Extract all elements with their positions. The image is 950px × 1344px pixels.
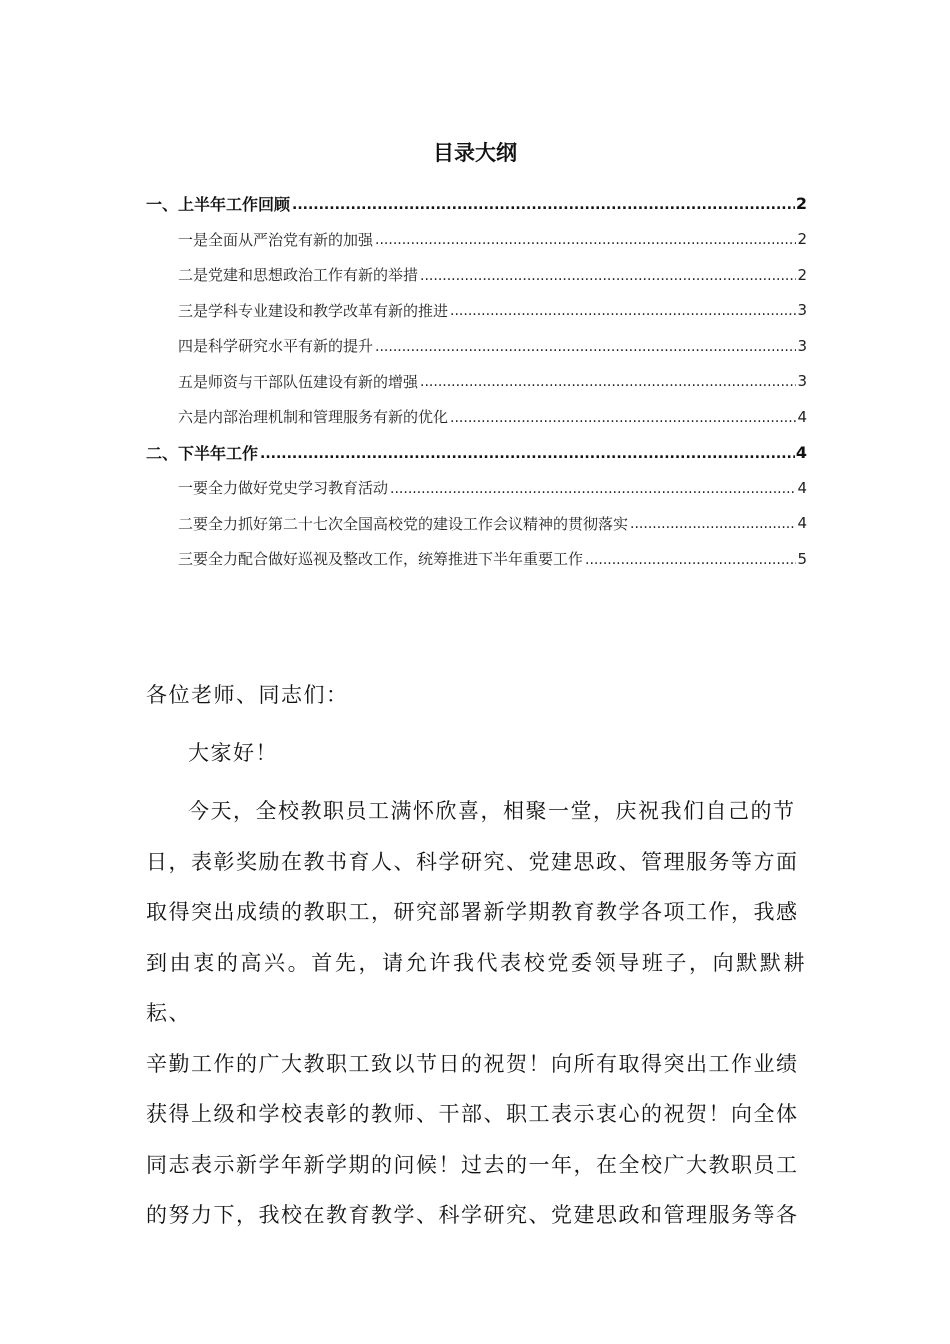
paragraph-line: 获得上级和学校表彰的教师、干部、职工表示衷心的祝贺！向全体 xyxy=(146,1102,799,1126)
paragraph-line: 同志表示新学年新学期的问候！过去的一年，在全校广大教职员工 xyxy=(146,1152,799,1177)
toc-entry[interactable] xyxy=(146,541,807,577)
paragraph-line: 的努力下，我校在教育教学、科学研究、党建思政和管理服务等各 xyxy=(146,1203,799,1227)
toc-entry[interactable] xyxy=(146,186,807,222)
toc-leader-dots xyxy=(292,194,795,213)
toc-entry[interactable] xyxy=(146,399,807,435)
toc-entry-page: 3 xyxy=(797,336,807,355)
table-of-contents xyxy=(146,186,807,577)
toc-entry-text: 六是内部治理机制和管理服务有新的优化 xyxy=(178,408,449,427)
salutation: 各位老师、同志们： xyxy=(146,683,349,707)
paragraph-line: 今天，全校教职员工满怀欣喜，相聚一堂，庆祝我们自己的节 xyxy=(188,799,796,823)
speech-body xyxy=(146,670,806,1241)
toc-entry-text: 二、下半年工作 xyxy=(146,441,259,464)
toc-entry-page: 5 xyxy=(797,549,807,568)
paragraph-line: 到由衷的高兴。首先，请允许我代表校党委领导班子，向默默耕耘、 xyxy=(146,950,806,1025)
toc-entry-text: 二是党建和思想政治工作有新的举措 xyxy=(178,266,419,285)
toc-title: 目录大纲 xyxy=(433,141,517,165)
toc-leader-dots xyxy=(260,443,795,462)
toc-entry[interactable] xyxy=(146,328,807,364)
toc-entry-page: 2 xyxy=(795,194,807,214)
toc-entry-text: 三要全力配合做好巡视及整改工作，统筹推进下半年重要工作 xyxy=(178,550,584,569)
toc-entry[interactable] xyxy=(146,506,807,542)
toc-entry-page: 3 xyxy=(797,301,807,320)
toc-leader-dots xyxy=(585,550,796,568)
greeting: 大家好！ xyxy=(188,740,278,765)
toc-entry[interactable] xyxy=(146,364,807,400)
toc-entry[interactable] xyxy=(146,435,807,471)
toc-leader-dots xyxy=(450,408,796,426)
toc-entry-text: 一、上半年工作回顾 xyxy=(146,192,291,215)
toc-entry-page: 4 xyxy=(797,514,807,533)
toc-entry-page: 4 xyxy=(795,442,807,462)
toc-entry-text: 四是科学研究水平有新的提升 xyxy=(178,337,374,356)
toc-entry[interactable] xyxy=(146,222,807,258)
toc-entry-text: 二要全力抓好第二十七次全国高校党的建设工作会议精神的贯彻落实 xyxy=(178,514,629,533)
toc-leader-dots xyxy=(420,372,796,390)
paragraph xyxy=(146,786,806,1241)
toc-entry-page: 2 xyxy=(797,265,807,284)
paragraph-line: 取得突出成绩的教职工，研究部署新学期教育教学各项工作，我感 xyxy=(146,900,799,924)
toc-entry-page: 3 xyxy=(797,372,807,391)
toc-entry-text: 一是全面从严治党有新的加强 xyxy=(178,230,374,249)
toc-entry-page: 4 xyxy=(797,407,807,426)
toc-entry-text: 一要全力做好党史学习教育活动 xyxy=(178,479,389,498)
toc-leader-dots xyxy=(420,266,796,284)
paragraph-line: 日，表彰奖励在教书育人、科学研究、党建思政、管理服务等方面 xyxy=(146,849,799,874)
toc-leader-dots xyxy=(390,479,796,497)
toc-leader-dots xyxy=(375,337,796,355)
toc-entry[interactable] xyxy=(146,257,807,293)
toc-leader-dots xyxy=(630,514,796,532)
paragraph-line: 辛勤工作的广大教职工致以节日的祝贺！向所有取得突出工作业绩 xyxy=(146,1051,799,1076)
toc-entry[interactable] xyxy=(146,470,807,506)
toc-leader-dots xyxy=(375,230,796,248)
toc-leader-dots xyxy=(450,301,796,319)
toc-entry-page: 2 xyxy=(797,230,807,249)
toc-entry[interactable] xyxy=(146,293,807,329)
toc-entry-text: 五是师资与干部队伍建设有新的增强 xyxy=(178,372,419,391)
toc-entry-text: 三是学科专业建设和教学改革有新的推进 xyxy=(178,301,449,320)
toc-entry-page: 4 xyxy=(797,478,807,497)
